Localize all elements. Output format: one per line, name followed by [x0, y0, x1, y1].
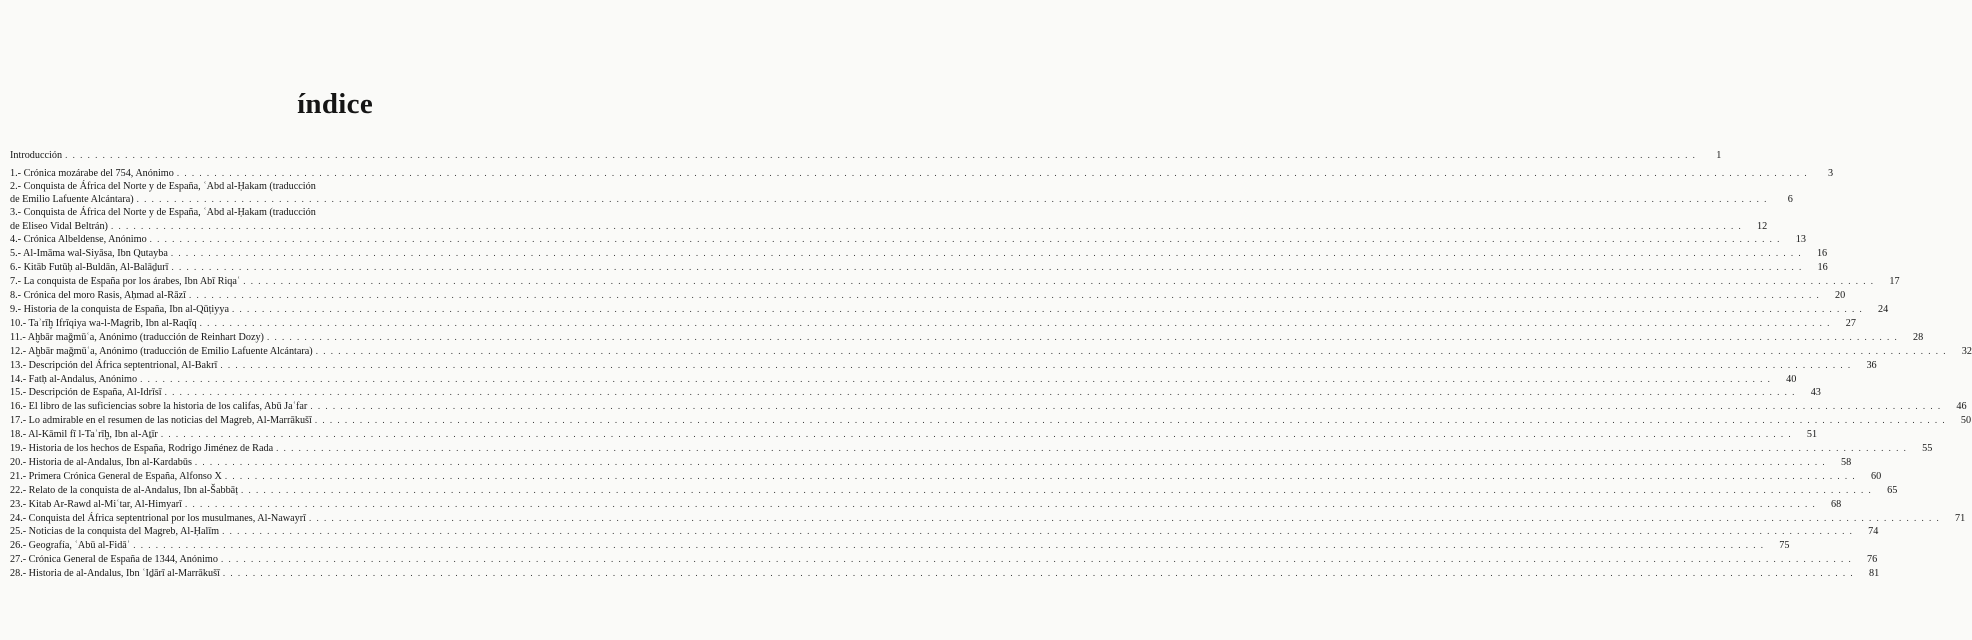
dot-leader	[232, 303, 1863, 315]
toc-entry-6	[10, 261, 1828, 274]
toc-entry-title: Introducción	[10, 150, 63, 161]
toc-entry-title: 19.- Historia de los hechos de España, Rodrigo Jiménez de Rada	[10, 443, 274, 455]
dot-leader	[310, 400, 1941, 412]
toc-entry-title: 2.- Conquista de África del Norte y de España, ʿAbd al-Ḥakam (traducción	[10, 180, 316, 192]
toc-entry-page: 16	[1816, 248, 1828, 260]
toc-entry-26	[10, 539, 1790, 552]
toc-entry-title-cont: de Emilio Lafuente Alcántara)	[10, 194, 134, 206]
toc-entry-intro	[10, 149, 1722, 162]
toc-entry-page: 76	[1867, 554, 1878, 566]
toc-entry-title: 9.- Historia de la conquista de España, Ibn al-Qūṭiyya	[10, 303, 229, 315]
toc-entry-title: 13.- Descripción del África septentrional, Al-Bakrī	[10, 359, 218, 371]
toc-entry-page: 50	[1960, 415, 1972, 427]
toc-entry-9	[10, 303, 1889, 316]
toc-entry-title: 20.- Historia de al-Andalus, Ibn al-Kardabūs	[10, 456, 192, 468]
table-of-contents	[10, 149, 1972, 581]
toc-entry-page: 12	[1757, 220, 1768, 232]
toc-entry-page: 68	[1831, 498, 1842, 510]
dot-leader	[267, 331, 1898, 343]
toc-entry-19	[10, 442, 1933, 455]
toc-entry-title: 3.- Conquista de África del Norte y de España, ʿAbd al-Ḥakam (traducción	[10, 207, 316, 219]
toc-entry-page: 17	[1889, 276, 1900, 288]
toc-entry-8	[10, 289, 1846, 302]
dot-leader	[195, 456, 1826, 468]
dot-leader	[161, 428, 1792, 440]
toc-entry-title: 6.- Kitāb Futūḥ al-Buldān, Al-Balāḏurī	[10, 262, 169, 274]
toc-entry-title: 15.- Descripción de España, Al-Idrīsī	[10, 387, 162, 399]
toc-entry-25	[10, 525, 1879, 538]
dot-leader	[140, 373, 1771, 385]
toc-entry-15	[10, 386, 1821, 399]
toc-entry-title: 11.- Aḫbār maǧmūʿa, Anónimo (traducción de Reinhart Dozy)	[10, 331, 264, 343]
dot-leader	[177, 167, 1808, 179]
toc-entry-title: 25.- Noticias de la conquista del Magreb, Al-Ḥalīm	[10, 526, 220, 538]
toc-entry-16	[10, 400, 1967, 413]
toc-entry-3	[10, 207, 1768, 233]
toc-entry-page: 20	[1835, 290, 1846, 302]
toc-entry-22	[10, 484, 1898, 497]
dot-leader	[316, 345, 1947, 357]
dot-leader	[225, 470, 1856, 482]
dot-leader	[189, 289, 1820, 301]
toc-entry-page: 75	[1779, 540, 1790, 552]
toc-entry-title: 4.- Crónica Albeldense, Anónimo	[10, 234, 147, 246]
toc-entry-title: 28.- Historia de al-Andalus, Ibn ʿIḏārī al-Marrākušī	[10, 568, 220, 580]
toc-entry-page: 71	[1955, 512, 1966, 524]
toc-entry-page: 24	[1878, 303, 1889, 315]
toc-entry-23	[10, 498, 1842, 511]
dot-leader	[315, 414, 1946, 426]
dot-leader	[65, 149, 1696, 161]
toc-entry-title: 8.- Crónica del moro Rasis, Aḥmad al-Rāzī	[10, 290, 186, 302]
dot-leader	[133, 539, 1764, 551]
toc-entry-27	[10, 553, 1878, 566]
dot-leader	[165, 386, 1796, 398]
toc-entry-title: 26.- Geografía, ʿAbū al-Fidāʾ	[10, 540, 131, 552]
toc-entry-13	[10, 359, 1877, 372]
dot-leader	[241, 484, 1872, 496]
toc-entry-11	[10, 331, 1924, 344]
toc-entry-title: 24.- Conquista del África septentrional por los musulmanes, Al-Nawayrī	[10, 512, 306, 524]
toc-entry-title: 12.- Aḫbār maǧmūʿa, Anónimo (traducción de Emilio Lafuente Alcántara)	[10, 345, 313, 357]
toc-entry-page: 13	[1795, 234, 1806, 246]
toc-entry-page: 55	[1922, 443, 1933, 455]
dot-leader	[111, 220, 1742, 232]
toc-entry-page: 36	[1866, 359, 1877, 371]
toc-entry-title: 17.- Lo admirable en el resumen de las noticias del Magreb, Al-Marrākušī	[10, 415, 312, 427]
toc-entry-page: 28	[1913, 331, 1924, 343]
toc-entry-title: 22.- Relato de la conquista de al-Andalus, Ibn al-Šabbāṭ	[10, 484, 239, 496]
toc-entry-page: 51	[1806, 429, 1818, 441]
toc-entry-title: 1.- Crónica mozárabe del 754, Anónimo	[10, 167, 174, 179]
toc-entry-21	[10, 470, 1882, 483]
toc-entry-title: 7.- La conquista de España por los árabes, Ibn Abī Riqaʿ	[10, 276, 241, 288]
toc-entry-title: 16.- El libro de las suficiencias sobre la historia de los califas, Abū Jaʿfar	[10, 401, 308, 413]
toc-entry-page: 27	[1845, 317, 1856, 329]
toc-entry-page: 74	[1868, 526, 1879, 538]
toc-entry-7	[10, 275, 1900, 288]
dot-leader	[276, 442, 1907, 454]
toc-entry-20	[10, 456, 1852, 469]
toc-entry-title: 23.- Kitab Ar-Rawd al-Miʿtar, Al-Himyarī	[10, 498, 182, 510]
toc-entry-page: 81	[1868, 568, 1880, 580]
toc-entry-page: 46	[1956, 401, 1967, 413]
toc-entry-title: 14.- Fatḥ al-Andalus, Anónimo	[10, 373, 138, 385]
toc-entry-4	[10, 233, 1806, 246]
toc-entry-title: 27.- Crónica General de España de 1344, Anónimo	[10, 554, 218, 566]
dot-leader	[221, 553, 1852, 565]
toc-entry-page: 58	[1840, 456, 1852, 468]
dot-leader	[223, 567, 1854, 579]
toc-entry-title: 21.- Primera Crónica General de España, Alfonso X	[10, 470, 222, 482]
toc-entry-2	[10, 180, 1793, 207]
toc-entry-1	[10, 167, 1834, 180]
toc-entry-12	[10, 345, 1972, 358]
dot-leader	[220, 359, 1851, 371]
dot-leader	[171, 247, 1802, 259]
toc-entry-page: 65	[1887, 484, 1898, 496]
toc-entry-title: 10.- Taʾrīḫ Ifrīqiya wa-l-Magrib, Ibn al-Raqīq	[10, 317, 197, 329]
dot-leader	[185, 498, 1816, 510]
toc-entry-page: 1	[1716, 150, 1722, 161]
toc-entry-24	[10, 512, 1966, 525]
dot-leader	[243, 275, 1874, 287]
dot-leader	[222, 525, 1853, 537]
toc-entry-page: 32	[1961, 345, 1972, 357]
toc-entry-title-cont: de Eliseo Vidal Beltrán)	[10, 220, 108, 232]
toc-entry-5	[10, 247, 1828, 260]
toc-entry-10	[10, 317, 1856, 330]
toc-entry-title: 18.- Al-Kāmil fī l-Taʾrīḫ, Ibn al-Aṯīr	[10, 429, 158, 441]
dot-leader	[171, 261, 1802, 273]
toc-entry-14	[10, 373, 1797, 386]
toc-entry-page: 6	[1787, 194, 1793, 206]
index-title: índice	[297, 88, 373, 120]
toc-entry-page: 43	[1810, 387, 1821, 399]
toc-entry-page: 40	[1786, 373, 1797, 385]
dot-leader	[309, 512, 1940, 524]
toc-entry-18	[10, 428, 1818, 441]
toc-entry-28	[10, 567, 1880, 580]
toc-entry-title: 5.- Al-Imāma wal-Siyāsa, Ibn Qutayba	[10, 248, 168, 260]
dot-leader	[137, 193, 1768, 205]
toc-entry-page: 60	[1870, 470, 1882, 482]
dot-leader	[200, 317, 1831, 329]
toc-entry-page: 3	[1827, 167, 1834, 179]
toc-entry-page: 16	[1817, 262, 1828, 274]
toc-entry-17	[10, 414, 1972, 427]
dot-leader	[150, 233, 1781, 245]
